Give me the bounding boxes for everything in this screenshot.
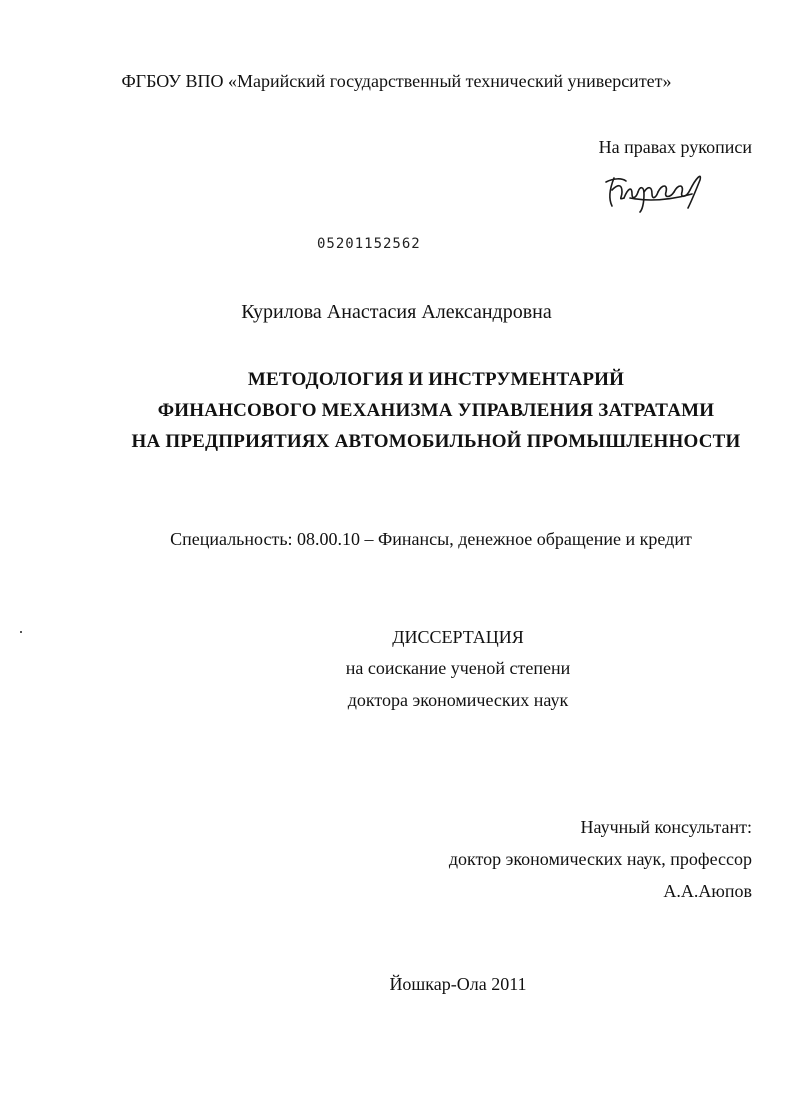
dissertation-type: ДИССЕРТАЦИЯ — [392, 627, 524, 647]
consultant-degree: доктор экономических наук, профессор — [448, 849, 752, 869]
rights-note: На правах рукописи — [598, 137, 752, 157]
institution-name: ФГБОУ ВПО «Марийский государственный технический университет» — [121, 71, 672, 91]
author-name: Курилова Анастасия Александровна — [241, 301, 552, 323]
consultant-label: Научный консультант: — [580, 817, 752, 837]
catalog-number: 05201152562 — [317, 236, 421, 252]
dissertation-degree: доктора экономических наук — [347, 690, 569, 710]
city-year: Йошкар-Ола 2011 — [389, 974, 527, 994]
handwritten-signature — [600, 168, 710, 214]
specialty-line: Специальность: 08.00.10 – Финансы, денежное обращение и кредит — [170, 529, 692, 549]
dissertation-purpose: на соискание ученой степени — [345, 658, 571, 678]
title-line-1: МЕТОДОЛОГИЯ И ИНСТРУМЕНТАРИЙ — [247, 369, 625, 390]
consultant-name: А.А.Аюпов — [663, 881, 752, 901]
title-line-2: ФИНАНСОВОГО МЕХАНИЗМА УПРАВЛЕНИЯ ЗАТРАТАМИ — [157, 400, 715, 421]
title-line-3: НА ПРЕДПРИЯТИЯХ АВТОМОБИЛЬНОЙ ПРОМЫШЛЕННОСТИ — [131, 431, 741, 452]
